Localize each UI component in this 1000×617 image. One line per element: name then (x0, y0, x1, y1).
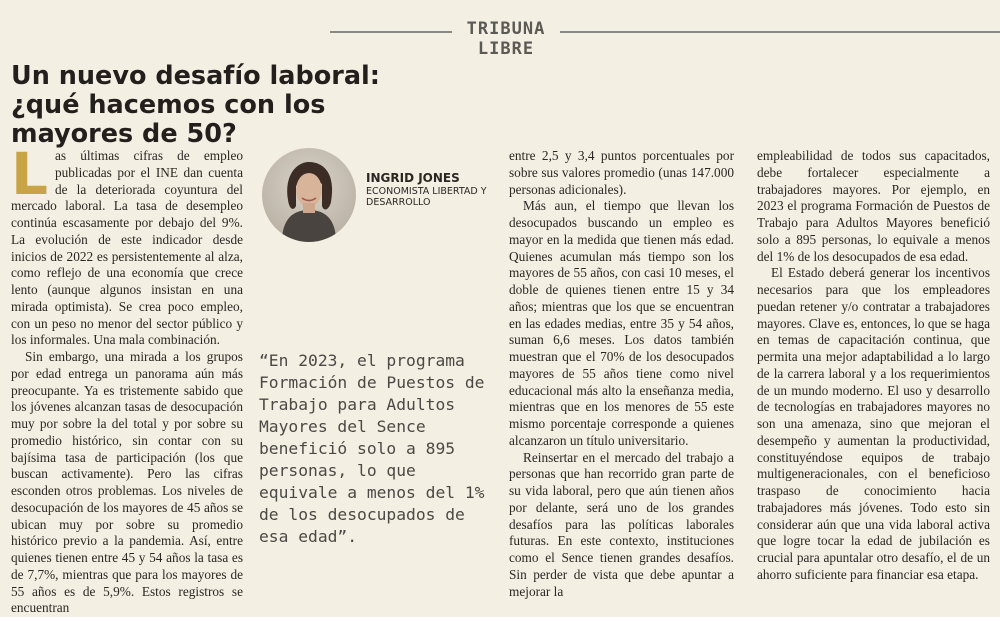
headline: Un nuevo desafío laboral: ¿qué hacemos con los mayores de 50? (11, 61, 380, 149)
section-rule-left (330, 31, 452, 33)
author-name: INGRID JONES (366, 171, 460, 185)
author-photo (262, 148, 356, 242)
author-role: ECONOMISTA LIBERTAD Y DESARROLLO (366, 186, 487, 208)
section-label: TRIBUNA LIBRE (466, 19, 546, 59)
article-column-3 (509, 148, 734, 600)
paragraph-text: as últimas cifras de empleo publicadas por el INE dan cuenta de la deteriorada coyuntura del mercado laboral. La tasa de desempleo continúa escasamente por debajo del 9%. La evolución de este indicador desde inicios de 2022 es persistentemente al alza, como reflejo de una economía que crece lento (aunque algunos insistan en una mirada optimista). Se crea poco empleo, con un peso no menor del sector público y los informales. Una mala combinación. (11, 148, 243, 348)
paragraph: Sin embargo, una mirada a los grupos por edad entrega un panorama aún más preocupante. Ya es tristemente sabido que los jóvenes alcanzan tasas de desocupación muy por sobre la del total y por sobre su promedio histórico, sin contar con su bajísima tasa de participación (los que buscan activamente). Pero las cifras esconden otros problemas. Los niveles de desocupación de los mayores de 45 años se ubican muy por sobre su promedio histórico previo a la pandemia. Así, entre quienes tienen entre 45 y 54 años la tasa es de 7,7%, mientras que para los mayores de 55 años es de 5,9%. Estos registros se encuentran (11, 349, 243, 616)
paragraph: Más aun, el tiempo que llevan los desocupados buscando un empleo es mayor en la medida que tienen más edad. Quienes acumulan más tiempo son los mayores de 55 años, con casi 10 meses, el doble de quienes tienen entre 15 y 34 años; mientras que los que se encuentran en las edades medias, entre 35 y 54 años, suman 6,6 meses. Los datos también muestran que el 70% de los desocupados mayores de 55 años tiene como nivel educacional más alto la enseñanza media, mientras que en los menores de 55 este mismo porcentaje corresponde a quienes alcanzaron un título universitario. (509, 198, 734, 448)
article-column-1 (11, 140, 243, 617)
paragraph: El Estado deberá generar los incentivos necesarios para que los empleadores puedan retener y/o contratar a trabajadores mayores. Clave es, entonces, lo que se haga en temas de capacitación continua, que permita una mejor adaptabilidad a lo largo de la carrera laboral y a los requerimientos de un mundo moderno. El uso y desarrollo de tecnologías en trabajadores mayores no son una amenaza, sino que mejoran el desempeño y aumentan la productividad, constituyéndose equipos de trabajo multigeneracionales, con el beneficioso traspaso de conocimiento hacia trabajadores más jóvenes. Todo esto sin considerar aún que una vida laboral activa que logre tocar la edad de jubilación es crucial para apuntalar otro desafío, el de un ahorro suficiente para financiar esa etapa. (757, 265, 990, 582)
paragraph: empleabilidad de todos sus capacitados, debe fortalecer especialmente a trabajadores mayores. Por ejemplo, en 2023 el programa Formación de Puestos de Trabajo para Adultos Mayores benefició solo a 895 personas, lo equivale a menos del 1% de los desocupados de esa edad. (757, 148, 990, 264)
drop-cap: L (11, 140, 48, 208)
paragraph: entre 2,5 y 3,4 puntos porcentuales por sobre sus valores promedio (unas 147.000 personas adicionales). (509, 148, 734, 197)
section-header (330, 19, 1000, 59)
author-portrait-icon (262, 148, 356, 242)
pull-quote: “En 2023, el programa Formación de Puestos de Trabajo para Adultos Mayores del Sence benefició solo a 895 personas, lo que equivale a menos del 1% de los desocupados de esa edad”. (259, 351, 485, 546)
section-rule-right (560, 31, 1000, 33)
article-column-4 (757, 148, 990, 584)
paragraph (11, 140, 243, 349)
paragraph: Reinsertar en el mercado del trabajo a personas que han recorrido gran parte de su vida laboral, pero que aún tienen años por delante, será uno de los grandes desafíos para las políticas laborales futuras. En este contexto, instituciones como el Sence tienen grandes desafíos. Sin perder de vista que debe apuntar a mejorar la (509, 449, 734, 599)
